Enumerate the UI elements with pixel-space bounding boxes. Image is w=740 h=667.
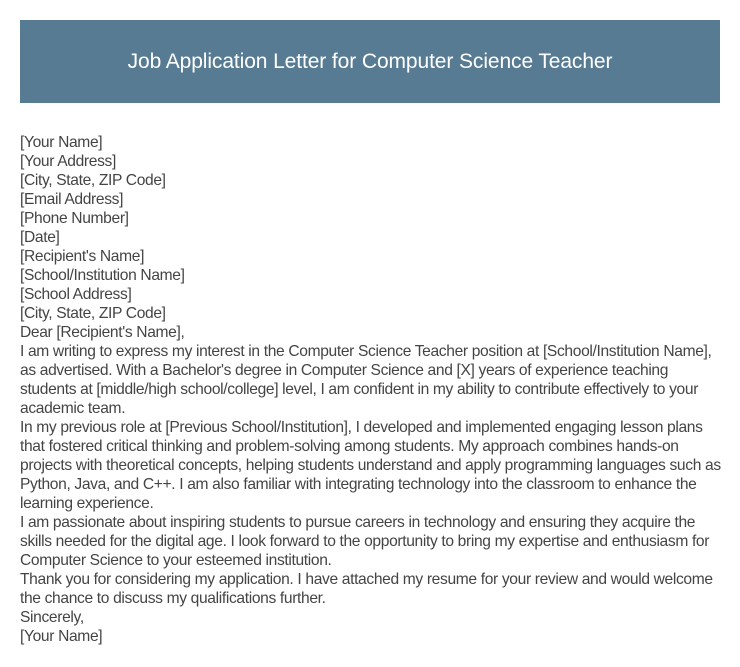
paragraph-experience: In my previous role at [Previous School/Institution], I developed and implemented engaging lesson plans that fostered critical thinking and problem-solving among students. My approach combines hands-on projects with theoretical concepts, helping students understand and apply programming languages such as Python, Java, and C++. I am also familiar with integrating technology into the classroom to enhance the learning experience.: [20, 419, 721, 512]
paragraph-thanks: Thank you for considering my application. I have attached my resume for your review and would welcome the chance to discuss my qualifications further.: [20, 571, 713, 607]
recipient-address: [School Address]: [20, 286, 132, 303]
title-banner: [20, 20, 720, 103]
letter-date: [Date]: [20, 229, 60, 246]
letter-body: [20, 133, 725, 646]
recipient-city-state-zip: [City, State, ZIP Code]: [20, 305, 166, 322]
sender-phone: [Phone Number]: [20, 210, 129, 227]
sender-name: [Your Name]: [20, 134, 103, 151]
sender-city-state-zip: [City, State, ZIP Code]: [20, 172, 166, 189]
page-title: Job Application Letter for Computer Science Teacher: [127, 49, 613, 73]
paragraph-passion: I am passionate about inspiring students to pursue careers in technology and ensuring they acquire the skills needed for the digital age. I look forward to the opportunity to bring my expertise and enthusiasm for Computer Science to your esteemed institution.: [20, 514, 710, 569]
paragraph-intro: I am writing to express my interest in the Computer Science Teacher position at [School/Institution Name], as advertised. With a Bachelor's degree in Computer Science and [X] years of experience teaching students at [middle/high school/college] level, I am confident in my ability to contribute effectively to your academic team.: [20, 343, 712, 417]
recipient-name: [Recipient's Name]: [20, 248, 145, 265]
salutation: Dear [Recipient's Name],: [20, 324, 185, 341]
sender-email: [Email Address]: [20, 191, 124, 208]
signature: [Your Name]: [20, 628, 103, 645]
closing: Sincerely,: [20, 609, 84, 626]
recipient-institution: [School/Institution Name]: [20, 267, 185, 284]
sender-address: [Your Address]: [20, 153, 116, 170]
